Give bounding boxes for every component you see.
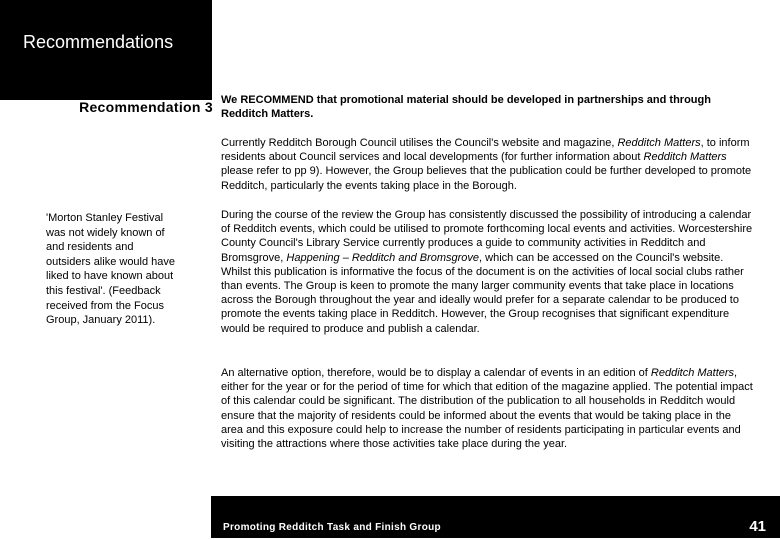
paragraph-alternative-option [221, 366, 753, 451]
publication-title: Redditch Matters [650, 367, 735, 379]
sidebar-quote: 'Morton Stanley Festival was not widely known of and residents and outsiders alike would have liked to have known about this festival'. (Feedback received from the Focus Group, January 2011). [46, 212, 176, 327]
paragraph-redditch-matters [221, 136, 753, 193]
publication-title: Redditch Matters [617, 137, 701, 149]
text-run: please refer to pp 9). However, the Group believes that the publication could be further developed to promote Redditch, particularly the events taking place in the Borough. [221, 165, 752, 192]
page-number: 41 [749, 518, 766, 535]
section-title: Recommendations [23, 32, 174, 52]
recommendation-label: Recommendation 3 [79, 99, 213, 115]
footer-bar [211, 496, 780, 538]
header-block [0, 0, 212, 100]
text-run: , which can be accessed on the Council's website. Whilst this publication is informative the focus of the document is on the activities of local social clubs rather than events. The Group is keen to promote the many larger community events that take place in locations across the Borough throughout the year and ideally would prefer for a separate calendar to be produced to promote the events taking place in Redditch. However, the Group recognises that significant expenditure would be required to produce and publish a calendar. [221, 251, 744, 335]
text-run: An alternative option, therefore, would be to display a calendar of events in an edition of [221, 367, 651, 379]
paragraph-calendar-review [221, 208, 753, 336]
publication-title: Redditch Matters [643, 151, 727, 164]
text-run: During the course of the review the Group has consistently discussed the possibility of introducing a calendar of Redditch events, which could be utilised to promote forthcoming local events and activities. Worcestershire County Council's Library Service currently produces a guide to community activities in Redditch and Bromsgrove, [221, 209, 753, 264]
text-run: , to inform residents about Council services and local developments (for further information about [221, 137, 750, 164]
recommendation-text: We RECOMMEND that promotional material should be developed in partnerships and through Redditch Matters. [221, 94, 711, 120]
footer-group-name: Promoting Redditch Task and Finish Group [223, 522, 441, 533]
publication-title: Happening – Redditch and Bromsgrove [286, 251, 480, 264]
text-run: Currently Redditch Borough Council utilises the Council's website and magazine, [221, 137, 618, 149]
text-run: , either for the year or for the period of time for which that edition of the magazine applied. The potential impact of this calendar could be significant. The distribution of the publication to all households in Redditch would ensure that the majority of residents could be informed about the events that would be taking place in the area and this exposure could help to increase the number of residents participating in particular events and visiting the attractions where those activities take place during the year. [221, 367, 753, 451]
